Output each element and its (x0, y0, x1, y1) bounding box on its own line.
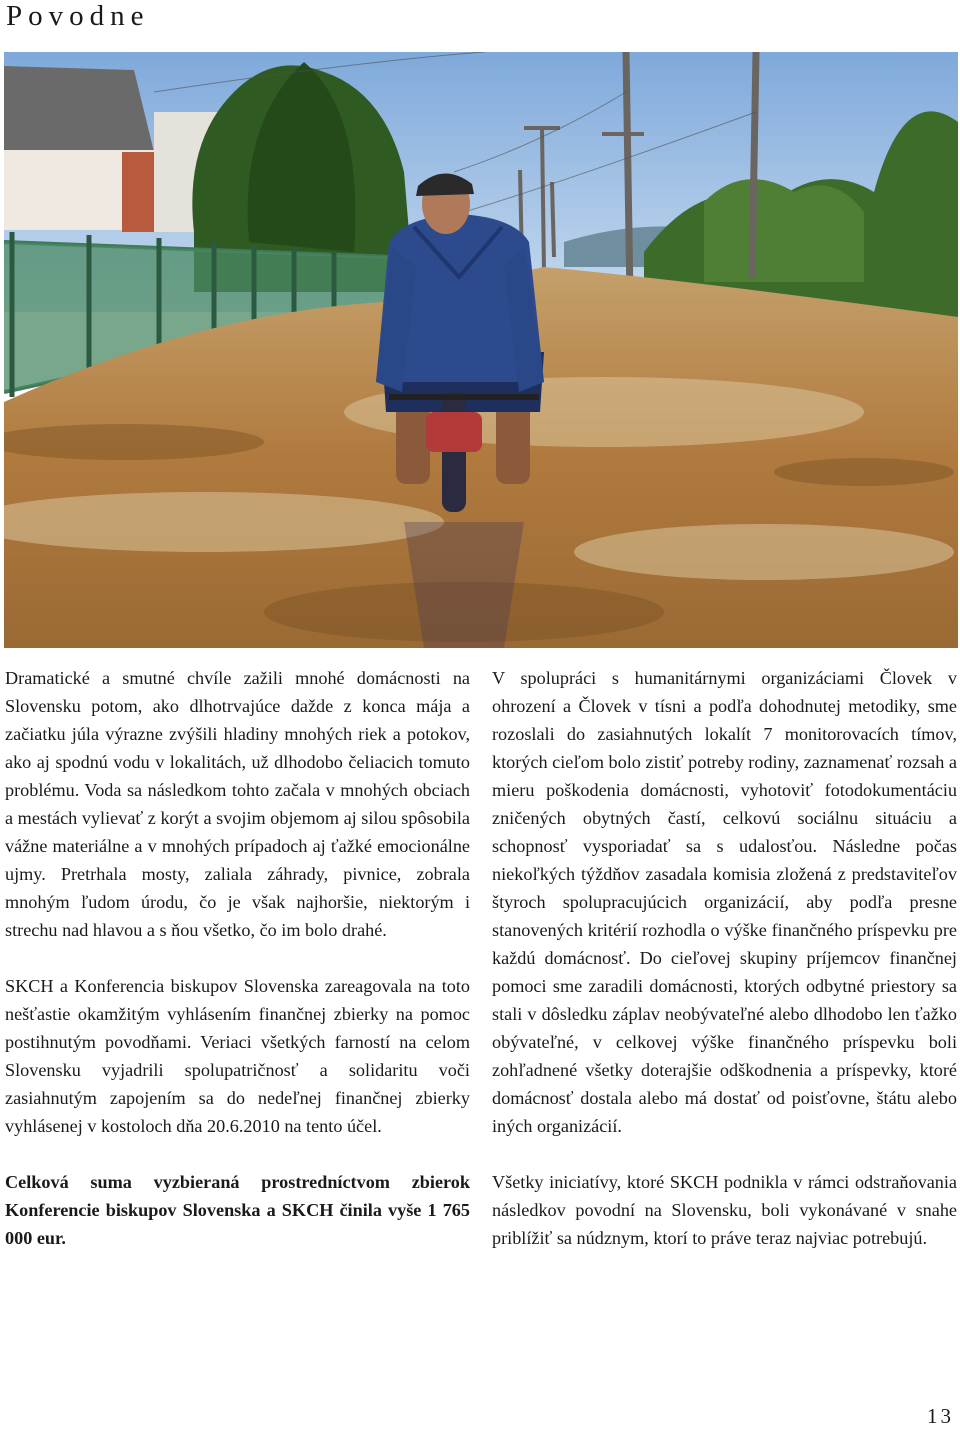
collection-total-statement: Celková suma vyzbieraná prostredníctvom zbierok Konferencie biskupov Slovenska a SKCH činila vyše 1 765 000 eur. (5, 1172, 470, 1248)
flood-photo (4, 52, 958, 648)
right-column (492, 664, 957, 1252)
right-paragraph-2: Všetky iniciatívy, ktoré SKCH podnikla v rámci odstraňovania následkov povodní na Slovensku, boli vykonávané v snahe priblížiť sa núdznym, ktorí to práve teraz najviac potrebujú. (492, 1172, 957, 1248)
page-title: Povodne (6, 0, 150, 32)
left-paragraph-1: Dramatické a smutné chvíle zažili mnohé domácnosti na Slovensku potom, ako dlhotrvajúce dažde z konca mája a začiatku júla výrazne zvýšili hladiny mnohých riek a potokov, ako aj spodnú vodu v lokalitách, už dlhodobo čeliacich tomuto problému. Voda sa následkom tohto začala v mnohých obciach a mestách vylievať z korýt a svojim objemom aj silou spôsobila vážne materiálne a v mnohých prípadoch aj ťažké emocionálne ujmy. Pretrhala mosty, zaliala záhrady, pivnice, zobrala mnohým ľudom úrodu, čo je však najhoršie, niektorým i strechu nad hlavou a s ňou všetko, čo im bolo drahé. (5, 668, 470, 940)
page-number: 13 (927, 1404, 954, 1428)
right-paragraph-1: V spolupráci s humanitárnymi organizáciami Človek v ohrození a Človek v tísni a podľa dohodnutej metodiky, sme rozoslali do zasiahnutých lokalít 7 monitorovacích tímov, ktorých cieľom bolo zistiť potreby rodiny, zaznamenať rozsah a mieru poškodenia domácnosti, vyhotoviť fotodokumentáciu zničených obytných častí, celkovú sociálnu situáciu a schopnosť vysporiadať sa s udalosťou. Následne počas niekoľkých týždňov zasadala komisia zložená z predstaviteľov štyroch spolupracujúcich organizácií, aby podľa presne stanovených kritérií rozhodla o výške finančného príspevku pre každú domácnosť. Do cieľovej skupiny príjemcov finančnej pomoci sme zaradili domácnosti, ktorých odbytné priestory sa stali v dôsledku záplav neobývateľné alebo dlhodobo len ťažko obývateľné, v celkovej výške finančného príspevku boli zohľadnené všetky doterajšie odškodnenia a príspevky, ktoré domácnosť dostala alebo má dostať od poisťovne, štátu alebo iných organizácií. (492, 668, 957, 1136)
flood-photo-image (4, 52, 958, 648)
left-paragraph-2: SKCH a Konferencia biskupov Slovenska zareagovala na toto nešťastie okamžitým vyhlásením finančnej zbierky na pomoc postihnutým povodňami. Veriaci všetkých farností na celom Slovensku vyjadrili spolupatričnosť a solidaritu voči zasiahnutým zapojením sa do nedeľnej finančnej zbierky vyhlásenej v kostoloch dňa 20.6.2010 na tento účel. (5, 976, 470, 1136)
left-column (5, 664, 470, 1252)
